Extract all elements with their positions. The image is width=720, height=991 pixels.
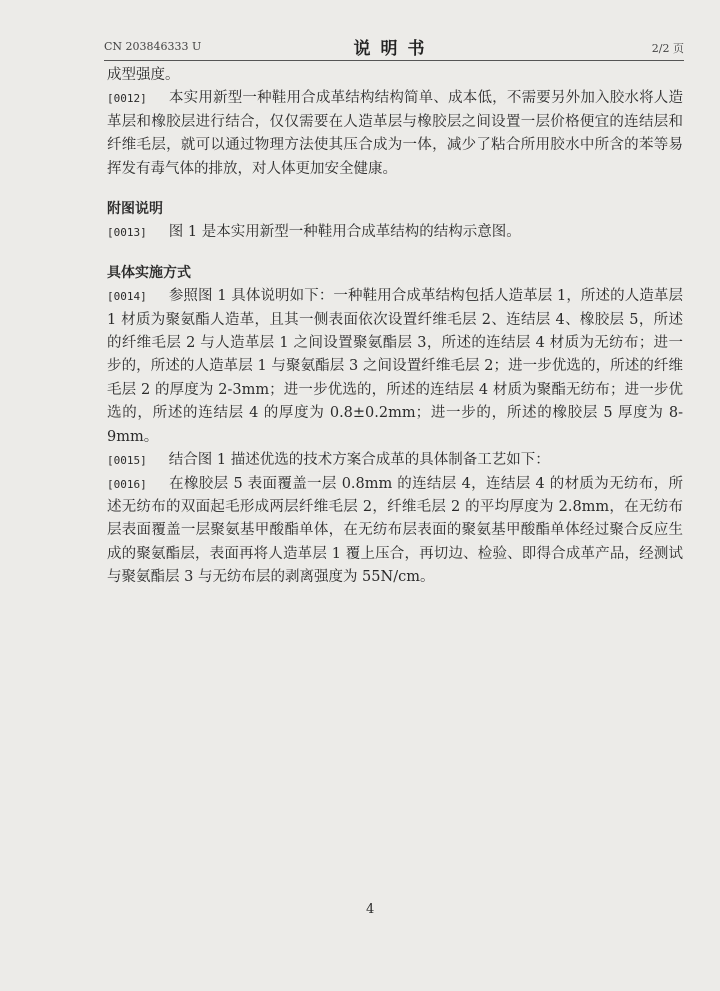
page-count: 2/2 页 [651,42,684,55]
paragraph-number: [0014] [107,290,147,304]
page-header [104,34,684,61]
paragraph-0015 [107,449,683,472]
paragraph-text: 本实用新型一种鞋用合成革结构结构简单、成本低，不需要另外加入胶水将人造革层和橡胶层进行结合，仅仅需要在人造革层与橡胶层之间设置一层价格便宜的连结层和纤维毛层，就可以通过物理方法使其压合成为一体，减少了粘合所用胶水中所含的苯等易挥发有毒气体的排放，对人体更加安全健康。 [107,90,683,177]
section-heading-figures: 附图说明 [107,201,163,218]
paragraph-number: [0015] [107,454,147,468]
page-number: 4 [366,902,375,917]
document-title: 说明书 [353,39,435,59]
paragraph-number: [0012] [107,92,147,106]
paragraph-text: 结合图 1 描述优选的技术方案合成革的具体制备工艺如下： [168,452,550,469]
paragraph-number: [0016] [107,477,147,491]
document-body [107,64,683,590]
paragraph-text: 在橡胶层 5 表面覆盖一层 0.8mm 的连结层 4，连结层 4 的材质为无纺布，所述无纺布的双面起毛形成两层纤维毛层 2，纤维毛层 2 的平均厚度为 2.8mm，在无纺布层表面覆盖一层聚氨基甲酸酯单体，在无纺布层表面的聚氨基甲酸酯单体经过聚合反应生成的聚氨酯层，表面再将人造革层 1 覆上压合，再切边、检验、即得合成革产品，经测试与聚氨酯层 3 与无纺布层的剥离强度为 55N/cm。 [107,475,683,586]
paragraph-text: 图 1 是本实用新型一种鞋用合成革结构的结构示意图。 [168,224,521,241]
publication-number: CN 203846333 U [104,40,202,53]
paragraph-0013 [107,221,683,244]
paragraph-text: 参照图 1 具体说明如下：一种鞋用合成革结构包括人造革层 1，所述的人造革层 1 材质为聚氨酯人造革，且其一侧表面依次设置纤维毛层 2、连结层 4、橡胶层 5，所述的纤维毛层 2 与人造革层 1 之间设置聚氨酯层 3，所述的连结层 4 材质为无纺布；进一步的，所述的人造革层 1 与聚氨酯层 3 之间设置纤维毛层 2；进一步优选的，所述的纤维毛层 2 的厚度为 2-3mm；进一步优选的，所述的连结层 4 材质为聚酯无纺布；进一步优选的，所述的连结层 4 的厚度为 0.8±0.2mm；进一步的，所述的橡胶层 5 厚度为 8-9mm。 [107,288,683,445]
continued-text: 成型强度。 [107,67,180,83]
paragraph-0016 [107,473,683,590]
paragraph-0014 [107,285,683,449]
paragraph-0012 [107,87,683,181]
section-heading-embodiment: 具体实施方式 [107,264,191,281]
paragraph-number: [0013] [107,226,147,240]
